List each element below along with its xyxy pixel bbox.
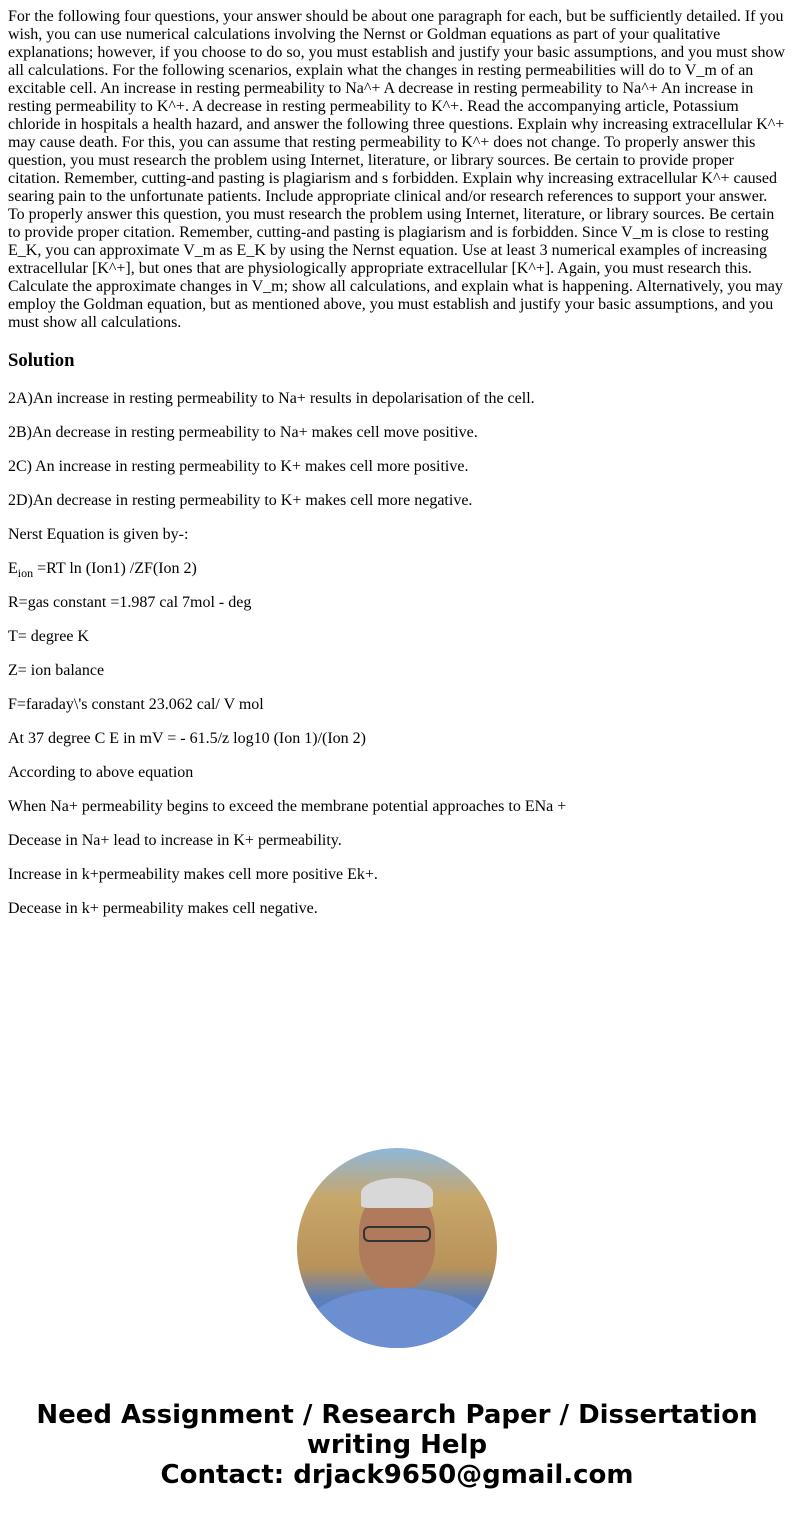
- answer-line: R=gas constant =1.987 cal 7mol - deg: [8, 594, 252, 611]
- answer-line: T= degree K: [8, 628, 89, 645]
- answer-line: Decease in k+ permeability makes cell negative.: [8, 900, 318, 917]
- answer-line: 2A)An increase in resting permeability to Na+ results in depolarisation of the cell.: [8, 390, 535, 407]
- author-photo: [297, 1148, 497, 1348]
- answer-line: Nerst Equation is given by-:: [8, 526, 189, 543]
- answer-line: When Na+ permeability begins to exceed the membrane potential approaches to ENa +: [8, 798, 567, 815]
- answer-line: Z= ion balance: [8, 662, 105, 679]
- eq-body: =RT ln (Ion1) /ZF(Ion 2): [33, 560, 197, 577]
- solution-heading: Solution: [8, 350, 75, 371]
- answer-line: Decease in Na+ lead to increase in K+ permeability.: [8, 832, 342, 849]
- answer-line: F=faraday\'s constant 23.062 cal/ V mol: [8, 696, 264, 713]
- answer-line: Increase in k+permeability makes cell more positive Ek+.: [8, 866, 378, 883]
- answer-line: 2B)An decrease in resting permeability to Na+ makes cell move positive.: [8, 424, 478, 441]
- contact-footer: [8, 1400, 786, 1490]
- answer-line: 2D)An decrease in resting permeability to K+ makes cell more negative.: [8, 492, 473, 509]
- footer-contact: Contact: drjack9650@gmail.com: [160, 1460, 634, 1490]
- answer-line: 2C) An increase in resting permeability to K+ makes cell more positive.: [8, 458, 469, 475]
- footer-headline: Need Assignment / Research Paper / Dissertation writing Help: [36, 1400, 758, 1460]
- eq-symbol: E: [8, 560, 18, 577]
- answer-line: According to above equation: [8, 764, 194, 781]
- eq-subscript: ion: [17, 566, 34, 581]
- nernst-equation: [8, 560, 786, 581]
- answer-line: At 37 degree C E in mV = - 61.5/z log10 (Ion 1)/(Ion 2): [8, 730, 366, 747]
- question-text: For the following four questions, your answer should be about one paragraph for each, but be sufficiently detailed. If you wish, you can use numerical calculations involving the Nernst or Goldman equations as part of your qualitative explanations; however, if you choose to do so, you must establish and justify your basic assumptions, and you must show all calculations. For the following scenarios, explain what the changes in resting permeabilities will do to V_m of an excitable cell. An increase in resting permeability to Na^+ A decrease in resting permeability to Na^+ An increase in resting permeability to K^+. A decrease in resting permeability to K^+. Read the accompanying article, Potassium chloride in hospitals a health hazard, and answer the following three questions. Explain why increasing extracellular K^+ may cause death. For this, you can assume that resting permeability to K^+ does not change. To properly answer this question, you must research the problem using Internet, literature, or library sources. Be certain to provide proper citation. Remember, cutting-and pasting is plagiarism and s forbidden. Explain why increasing extracellular K^+ caused searing pain to the unfortunate patients. Include appropriate clinical and/or research references to support your answer. To properly answer this question, you must research the problem using Internet, literature, or library sources. Be certain to provide proper citation. Remember, cutting-and pasting is plagiarism and is forbidden. Since V_m is close to resting E_K, you can approximate V_m as E_K by using the Nernst equation. Use at least 3 numerical examples of increasing extracellular [K^+], but ones that are physiologically appropriate extracellular [K^+]. Again, you must research this. Calculate the approximate changes in V_m; show all calculations, and explain what is happening. Alternatively, you may employ the Goldman equation, but as mentioned above, you must establish and justify your basic assumptions, and you must show all calculations.: [8, 8, 786, 331]
